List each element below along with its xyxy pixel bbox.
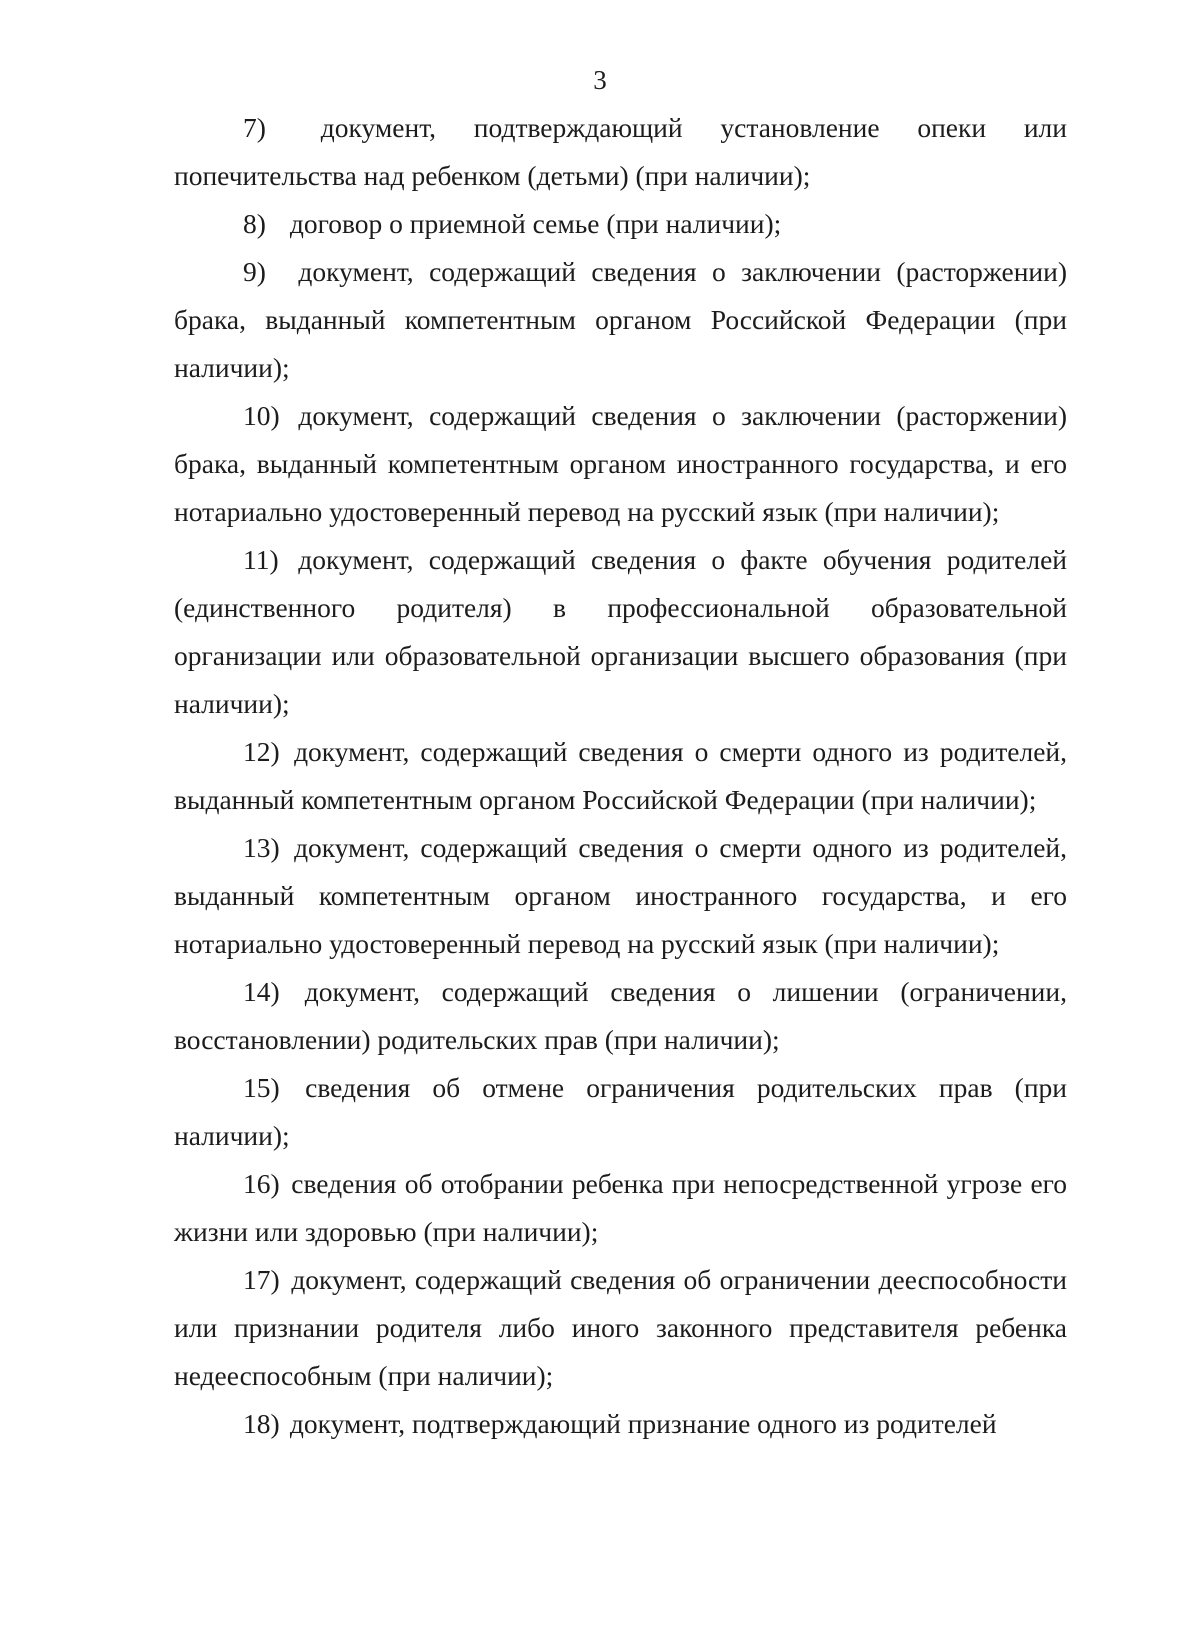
item-text: документ, содержащий сведения о лишении (ограничении, восстановлении) родительских прав (при наличии); — [174, 976, 1067, 1055]
item-number: 12) — [243, 736, 280, 767]
item-text: сведения об отобрании ребенка при непосредственной угрозе его жизни или здоровью (при наличии); — [174, 1168, 1068, 1247]
list-item — [174, 728, 1067, 824]
item-text: документ, подтверждающий установление опеки или попечительства над ребенком (детьми) (при наличии); — [174, 112, 1068, 191]
item-text: документ, содержащий сведения об ограничении дееспособности или признании родителя либо иного законного представителя ребенка недееспособным (при наличии); — [174, 1264, 1067, 1391]
list-item — [174, 536, 1067, 728]
item-number: 11) — [243, 544, 279, 575]
item-number: 13) — [243, 832, 280, 863]
page-number: 3 — [593, 65, 607, 95]
item-text: документ, содержащий сведения о заключении (расторжении) брака, выданный компетентным органом иностранного государства, и его нотариально удостоверенный перевод на русский язык (при наличии); — [174, 400, 1068, 527]
item-text: документ, подтверждающий признание одного из родителей — [289, 1408, 997, 1439]
list-item — [174, 1064, 1067, 1160]
list-item — [174, 824, 1067, 968]
item-number: 18) — [243, 1408, 280, 1439]
item-number: 9) — [243, 256, 266, 287]
item-number: 15) — [243, 1072, 280, 1103]
item-number: 8) — [243, 208, 266, 239]
list-item — [174, 200, 1067, 248]
item-text: сведения об отмене ограничения родительских прав (при наличии); — [174, 1072, 1068, 1151]
item-text: документ, содержащий сведения о смерти одного из родителей, выданный компетентным органом иностранного государства, и его нотариально удостоверенный перевод на русский язык (при наличии); — [174, 832, 1067, 959]
item-number: 14) — [243, 976, 280, 1007]
item-number: 17) — [243, 1264, 280, 1295]
list-item — [174, 1400, 1067, 1448]
list-item — [174, 968, 1067, 1064]
item-text: документ, содержащий сведения о факте обучения родителей (единственного родителя) в профессиональной образовательной организации или образовательной организации высшего образования (при наличии); — [174, 544, 1067, 719]
list-item — [174, 392, 1067, 536]
item-number: 10) — [243, 400, 280, 431]
item-number: 16) — [243, 1168, 280, 1199]
list-item — [174, 1256, 1067, 1400]
item-number: 7) — [243, 112, 266, 143]
item-text: документ, содержащий сведения о заключении (расторжении) брака, выданный компетентным органом Российской Федерации (при наличии); — [174, 256, 1068, 383]
list-item — [174, 1160, 1067, 1256]
list-item — [174, 248, 1067, 392]
list-item — [174, 104, 1067, 200]
item-text: документ, содержащий сведения о смерти одного из родителей, выданный компетентным органом Российской Федерации (при наличии); — [174, 736, 1067, 815]
item-text: договор о приемной семье (при наличии); — [289, 208, 782, 239]
document-body — [174, 104, 1067, 1448]
